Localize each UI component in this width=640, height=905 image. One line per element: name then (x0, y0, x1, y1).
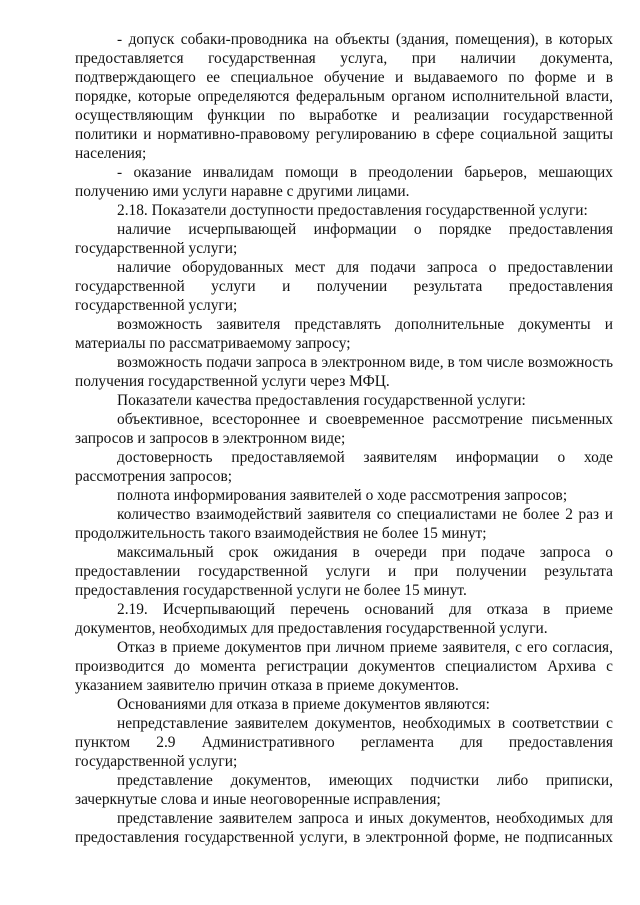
paragraph-barrier-assistance: - оказание инвалидам помощи в преодолении барьеров, мешающих получению ими услуги наравне с другими лицами. (75, 164, 613, 200)
paragraph-refusal-in-person: Отказ в приеме документов при личном приеме заявителя, с его согласия, производится до момента регистрации документов специалистом Архива с указанием заявителю причин отказа в приеме документов. (75, 639, 613, 694)
paragraph-reliability: достоверность предоставляемой заявителям информации о ходе рассмотрения запросов; (75, 449, 613, 485)
paragraph-additional-documents: возможность заявителя представлять дополнительные документы и материалы по рассматриваемому запросу; (75, 316, 613, 352)
paragraph-equipped-places: наличие оборудованных мест для подачи запроса о предоставлении государственной услуги и получении результата предоставления государственной услуги; (75, 259, 613, 314)
paragraph-erasures: представление документов, имеющих подчистки либо приписки, зачеркнутые слова и иные неоговоренные исправления; (75, 772, 613, 808)
paragraph-objective-review: объективное, всестороннее и своевременное рассмотрение письменных запросов и запросов в электронном виде; (75, 411, 613, 447)
section-heading-2-18: 2.18. Показатели доступности предоставления государственной услуги: (117, 202, 588, 219)
paragraph-guide-dog-access: - допуск собаки-проводника на объекты (здания, помещения), в которых предоставляется государственная услуга, при наличии документа, подтверждающего ее специальное обучение и выдаваемого по форме и в порядке, которые определяются федеральным органом исполнительной власти, осуществляющим функции по выработке и реализации государственной политики и нормативно-правовому регулированию в сфере социальной защиты населения; (75, 31, 613, 162)
section-heading-2-19: 2.19. Исчерпывающий перечень оснований для отказа в приеме документов, необходимых для предоставления государственной услуги. (75, 601, 613, 637)
subheading-refusal-grounds: Основаниями для отказа в приеме документов являются: (117, 696, 490, 713)
paragraph-max-wait-time: максимальный срок ожидания в очереди при подаче запроса о предоставлении государственной услуги и при получении результата предоставления государственной услуги не более 15 минут. (75, 544, 613, 599)
paragraph-electronic-submission: возможность подачи запроса в электронном виде, в том числе возможность получения государственной услуги через МФЦ. (75, 354, 613, 390)
paragraph-interaction-count: количество взаимодействий заявителя со специалистами не более 2 раз и продолжительность такого взаимодействия не более 15 минут; (75, 506, 613, 542)
paragraph-non-submission: непредставление заявителем документов, необходимых в соответствии с пунктом 2.9 Административного регламента для предоставления государственной услуги; (75, 715, 613, 770)
paragraph-unsigned-electronic: представление заявителем запроса и иных документов, необходимых для предоставления государственной услуги, в электронной форме, не подписанных (75, 810, 613, 846)
paragraph-exhaustive-info: наличие исчерпывающей информации о порядке предоставления государственной услуги; (75, 221, 613, 257)
paragraph-completeness: полнота информирования заявителей о ходе рассмотрения запросов; (117, 487, 568, 504)
subheading-quality-indicators: Показатели качества предоставления государственной услуги: (117, 392, 526, 409)
